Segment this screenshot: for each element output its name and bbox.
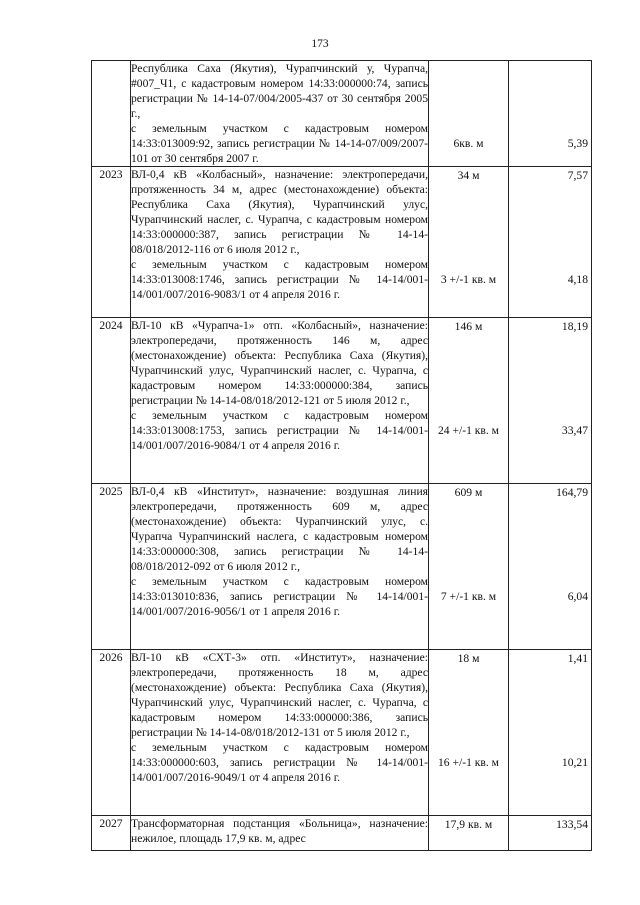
object-value: 1,41 (567, 652, 588, 665)
object-quantity: 17,9 кв. м (444, 818, 493, 831)
table-row (92, 61, 592, 167)
object-description (131, 167, 429, 318)
object-quantity: 34 м (457, 169, 480, 182)
land-quantity: 24 +/-1 кв. м (437, 424, 500, 437)
land-plot-text: с земельным участком с кадастровым номером 14:33:000000:603, запись регистрации № 14-14/001-14/001/007/2016-9049/1 от 4 апреля 2016 г. (131, 741, 428, 784)
object-value: 164,79 (556, 486, 588, 499)
object-quantity: 18 м (457, 652, 480, 665)
property-registry-table (91, 60, 592, 851)
land-plot-text: с земельным участком с кадастровым номером 14:33:013008:1753, запись регистрации № 14-14/001-14/001/007/2016-9084/1 от 4 апреля 2016 г. (131, 409, 428, 452)
table-row (92, 816, 592, 851)
value-cell (509, 816, 592, 851)
row-number: 2025 (92, 484, 131, 650)
object-text: Республика Саха (Якутия), Чурапчинский у, Чурапча, #007_Ч1, с кадастровым номером 14:33:000000:74, запись регистрации № 14-14-07/004/2005-437 от 30 сентября 2005 г., (131, 62, 428, 120)
object-text: ВЛ-10 кВ «СХТ-3» отп. «Институт», назначение: электропередачи, протяженность 18 м, адрес (местонахождение) объекта: Республика Саха (Якутия), Чурапчинский улус, Чурапчинский наслег, с. Чурапча, с кадастровым номером 14:33:000000:386, запись регистрации № 14-14-08/018/2012-131 от 5 июля 2012 г., (131, 651, 428, 739)
row-number: 2026 (92, 650, 131, 816)
object-text: ВЛ-10 кВ «Чурапча-1» отп. «Колбасный», назначение: электропередачи, протяженность 146 м, адрес (местонахождение) объекта: Республика Саха (Якутия), Чурапчинский улус, Чурапчинский наслег, с. Чурапча, с кадастровым номером 14:33:000000:384, запись регистрации № 14-14-08/018/2012-121 от 5 июля 2012 г., (131, 319, 428, 407)
object-description (131, 650, 429, 816)
quantity-cell (429, 650, 509, 816)
value-cell (509, 61, 592, 167)
object-quantity: 146 м (454, 320, 483, 333)
land-quantity: 6кв. м (453, 137, 484, 150)
land-quantity: 3 +/-1 кв. м (440, 273, 497, 286)
page-number: 173 (311, 38, 329, 50)
object-text: Трансформаторная подстанция «Больница», назначение: нежилое, площадь 17,9 кв. м, адрес (131, 817, 428, 845)
land-value: 10,21 (561, 756, 588, 769)
row-number: 2024 (92, 318, 131, 484)
land-plot-text: с земельным участком с кадастровым номером 14:33:013009:92, запись регистрации № 14-14-07/009/2007-101 от 30 сентября 2007 г. (131, 122, 428, 165)
quantity-cell (429, 318, 509, 484)
land-quantity: 16 +/-1 кв. м (437, 756, 500, 769)
value-cell (509, 167, 592, 318)
object-value: 133,54 (556, 818, 588, 831)
object-quantity: 609 м (454, 486, 483, 499)
land-quantity: 7 +/-1 кв. м (440, 590, 497, 603)
value-cell (509, 650, 592, 816)
table-row (92, 318, 592, 484)
object-text: ВЛ-0,4 кВ «Колбасный», назначение: электропередачи, протяженность 34 м, адрес (местонахождение) объекта: Республика Саха (Якутия), Чурапчинский улус, Чурапчинский наслег, с. Чурапча, с кадастровым номером 14:33:000000:387, запись регистрации № 14-14-08/018/2012-116 от 6 июля 2012 г., (131, 168, 428, 256)
table-row (92, 167, 592, 318)
table-row (92, 650, 592, 816)
object-value: 7,57 (567, 169, 588, 182)
value-cell (509, 484, 592, 650)
quantity-cell (429, 61, 509, 167)
object-value: 18,19 (561, 320, 588, 333)
row-number (92, 61, 131, 167)
table-row (92, 484, 592, 650)
object-description (131, 61, 429, 167)
land-value: 33,47 (561, 424, 588, 437)
object-description (131, 816, 429, 851)
land-plot-text: с земельным участком с кадастровым номером 14:33:013008:1746, запись регистрации № 14-14/001-14/001/007/2016-9083/1 от 4 апреля 2016 г. (131, 258, 428, 301)
land-value: 5,39 (567, 137, 588, 150)
row-number: 2027 (92, 816, 131, 851)
land-plot-text: с земельным участком с кадастровым номером 14:33:013010:836, запись регистрации № 14-14/001-14/001/007/2016-9056/1 от 1 апреля 2016 г. (131, 575, 428, 618)
object-description (131, 484, 429, 650)
quantity-cell (429, 816, 509, 851)
quantity-cell (429, 167, 509, 318)
land-value: 4,18 (567, 273, 588, 286)
object-text: ВЛ-0,4 кВ «Институт», назначение: воздушная линия электропередачи, протяженность 609 м, адрес (местонахождение) объекта: Чурапчинский улус, с. Чурапча Чурапчинский наслега, с кадастровым номером 14:33:000000:308, запись регистрации № 14-14-08/018/2012-092 от 6 июля 2012 г., (131, 485, 428, 573)
land-value: 6,04 (567, 590, 588, 603)
value-cell (509, 318, 592, 484)
quantity-cell (429, 484, 509, 650)
object-description (131, 318, 429, 484)
row-number: 2023 (92, 167, 131, 318)
